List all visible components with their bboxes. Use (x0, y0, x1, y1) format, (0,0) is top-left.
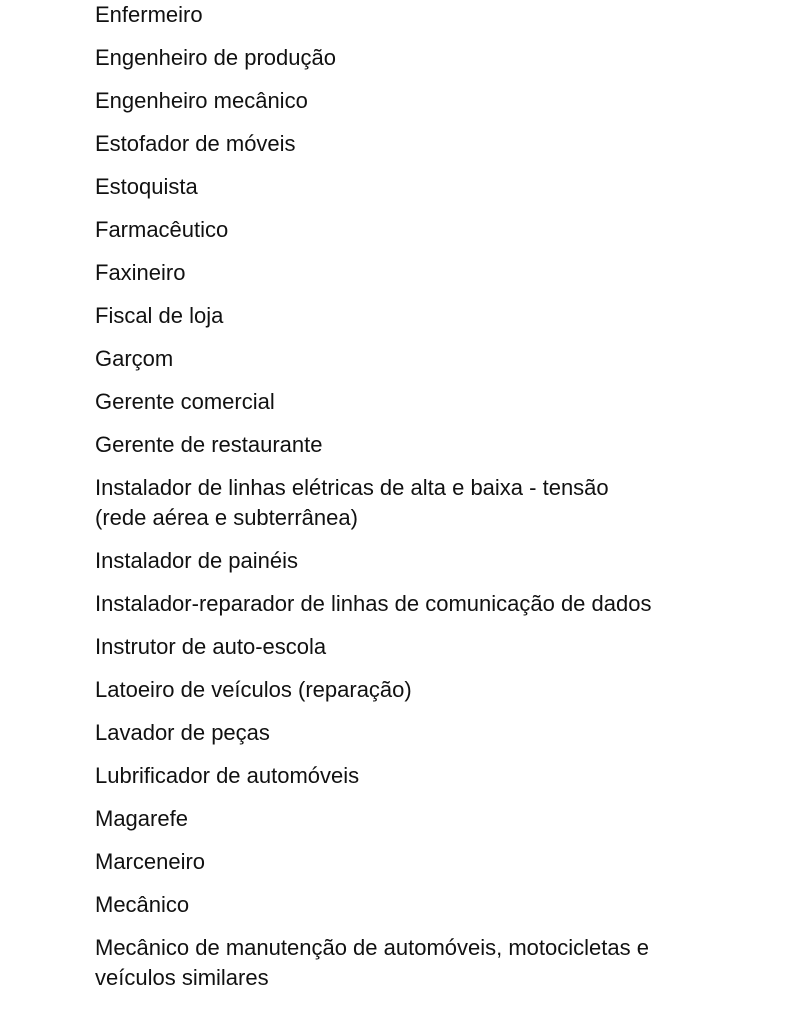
list-item: Instalador-reparador de linhas de comunicação de dados (95, 591, 652, 616)
list-item: Estoquista (95, 174, 198, 199)
list-item: Marceneiro (95, 849, 206, 874)
list-item: Faxineiro (95, 260, 186, 285)
document-page (95, 0, 755, 1024)
list-item: Engenheiro de produção (95, 45, 336, 70)
list-item: Engenheiro mecânico (95, 88, 308, 113)
list-item: Fiscal de loja (95, 303, 224, 328)
list-item: Farmacêutico (95, 217, 229, 242)
list-item: Instrutor de auto-escola (95, 634, 327, 659)
list-item: Instalador de linhas elétricas de alta e baixa - tensão (rede aérea e subterrânea) (95, 475, 609, 530)
list-item: Enfermeiro (95, 2, 203, 27)
list-item: Mecânico (95, 892, 190, 917)
list-item: Lubrificador de automóveis (95, 763, 360, 788)
list-item: Garçom (95, 346, 174, 371)
list-item: Mecânico de manutenção de automóveis, motocicletas e veículos similares (95, 935, 649, 990)
list-item: Magarefe (95, 806, 188, 831)
list-item: Gerente comercial (95, 389, 275, 414)
list-item: Estofador de móveis (95, 131, 296, 156)
occupation-list (95, 0, 755, 993)
list-item: Instalador de painéis (95, 548, 299, 573)
list-item: Gerente de restaurante (95, 432, 323, 457)
list-item: Lavador de peças (95, 720, 270, 745)
list-item: Latoeiro de veículos (reparação) (95, 677, 412, 702)
